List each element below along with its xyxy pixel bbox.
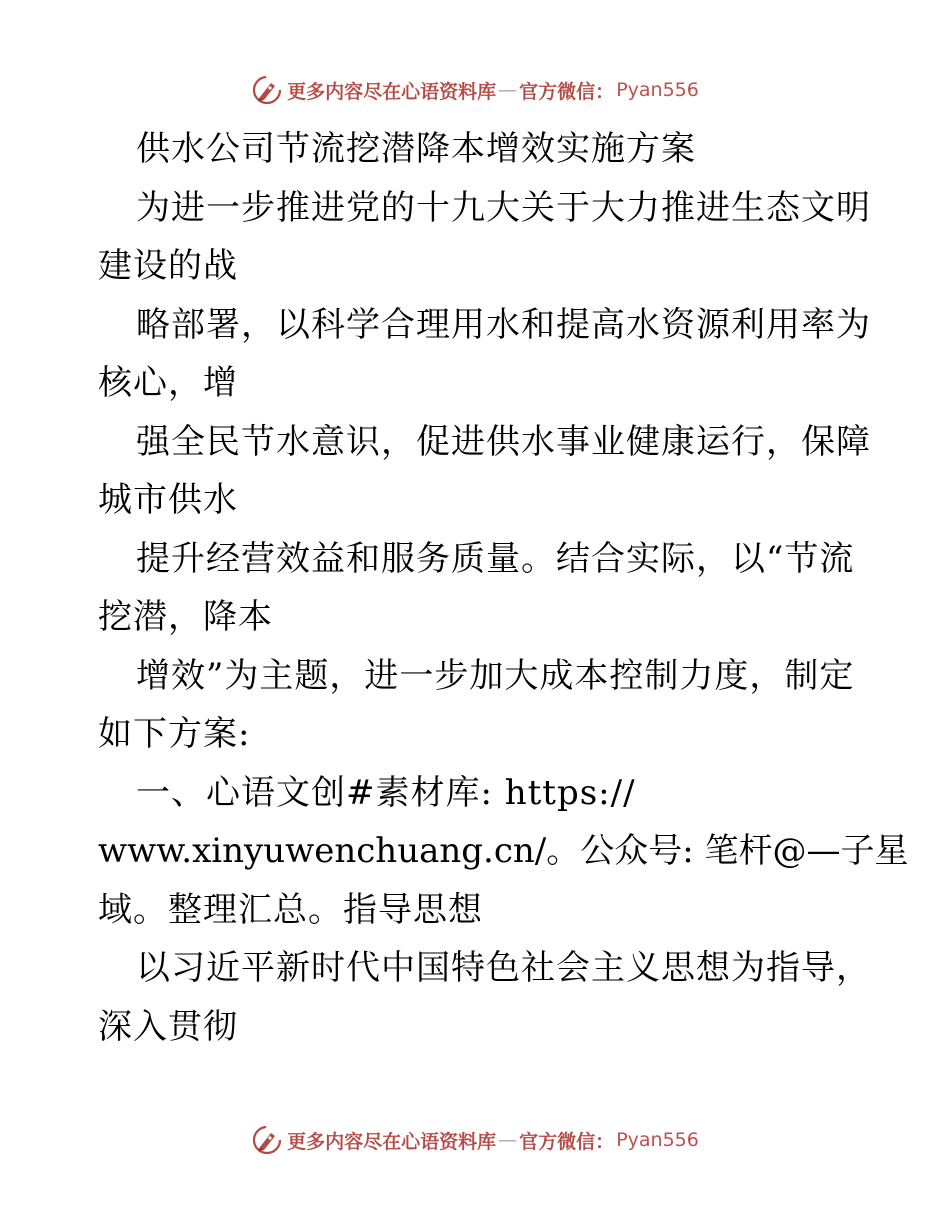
- banner-text: 更多内容尽在心语资料库: [287, 1130, 497, 1153]
- paragraph-line: 城市供水: [98, 480, 238, 520]
- paragraph-line: 核心，增: [98, 363, 238, 403]
- banner-wechat-label: 官方微信：: [519, 80, 615, 103]
- paragraph-line: 强全民节水意识，促进供水事业健康运行，保障: [136, 421, 871, 462]
- paragraph-line: 如下方案:: [98, 714, 251, 754]
- document-title: 供水公司节流挖潜降本增效实施方案: [136, 129, 696, 169]
- paragraph-line: 以习近平新时代中国特色社会主义思想为指导，: [136, 948, 871, 988]
- paragraph-line: 略部署，以科学合理用水和提高水资源利用率为: [136, 304, 871, 345]
- pen-nib-icon: [251, 74, 283, 106]
- pen-nib-icon: [251, 1124, 283, 1156]
- paragraph-line: 挖潜，降本: [98, 597, 273, 637]
- banner-separator: —: [498, 1129, 518, 1151]
- banner-text: 更多内容尽在心语资料库: [287, 80, 497, 103]
- section-heading-line: 一、心语文创#素材库: https://: [136, 772, 636, 813]
- paragraph-line: 域。整理汇总。指导思想: [98, 889, 483, 930]
- header-banner: [0, 70, 950, 110]
- document-body: [98, 120, 909, 1056]
- footer-banner: [0, 1120, 950, 1160]
- paragraph-line: 提升经营效益和服务质量。结合实际，以“节流: [136, 538, 855, 579]
- paragraph-line: www.xinyuwenchuang.cn/。公众号: 笔杆@—子星: [98, 831, 909, 871]
- paragraph-line: 深入贯彻: [98, 1006, 238, 1047]
- banner-wechat-id: Pyan556: [616, 79, 699, 101]
- banner-wechat-id: Pyan556: [616, 1129, 699, 1151]
- paragraph-line: 为进一步推进党的十九大关于大力推进生态文明: [136, 187, 871, 228]
- banner-wechat-label: 官方微信：: [519, 1130, 615, 1153]
- paragraph-line: 增效”为主题，进一步加大成本控制力度，制定: [136, 655, 855, 696]
- banner-separator: —: [498, 79, 518, 101]
- paragraph-line: 建设的战: [98, 246, 238, 286]
